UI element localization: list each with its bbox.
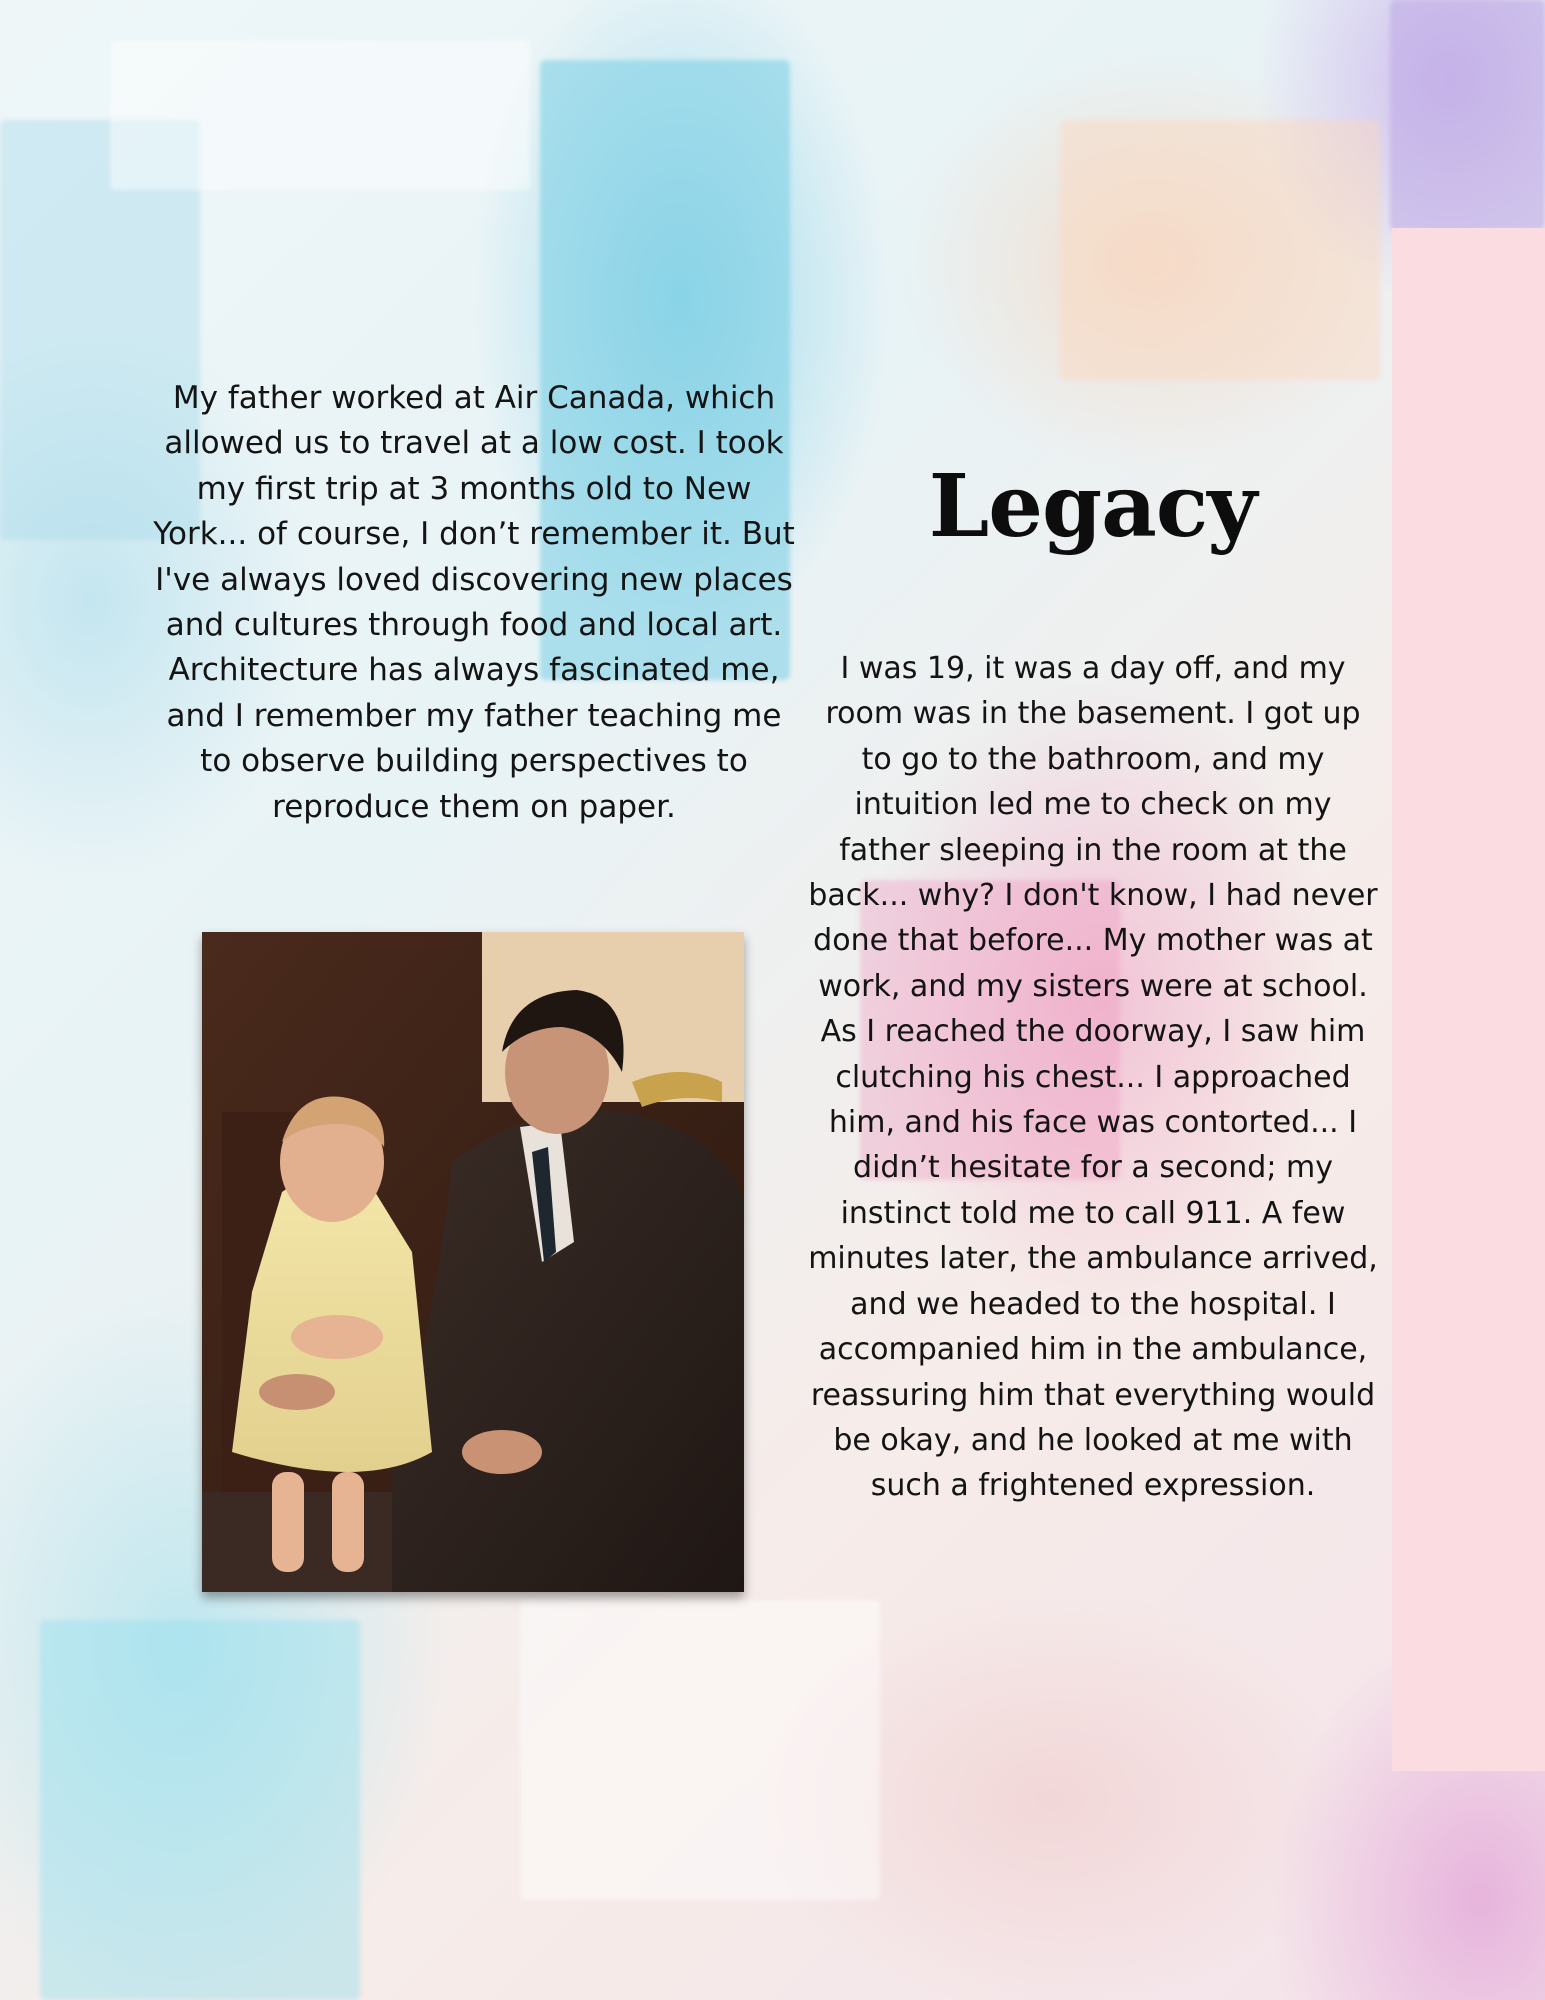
left-paragraph: My father worked at Air Canada, which allowed us to travel at a low cost. I took my first trip at 3 months old to New York... of course, I don’t remember it. But I've always loved discovering new places and cultures through food and local art. Architecture has always fascinated me, and I remember my father teaching me to observe building perspectives to reproduce them on paper.	[153, 380, 795, 825]
paint-stroke-white-lower	[520, 1600, 880, 1900]
paint-stroke-violet	[1390, 0, 1545, 230]
family-photo-illustration	[202, 932, 744, 1592]
side-panel	[1392, 228, 1545, 1771]
paint-stroke-aqua-lower	[40, 1620, 360, 2000]
paint-stroke-peach	[1060, 120, 1380, 380]
right-paragraph: I was 19, it was a day off, and my room was in the basement. I got up to go to the bathroom, and my intuition led me to check on my father sleeping in the room at the back... why? I don't know, I had never done that before... My mother was at work, and my sisters were at school. As I reached the doorway, I saw him clutching his chest... I approached him, and his face was contorted... I didn’t hesitate for a second; my instinct told me to call 911. A few minutes later, the ambulance arrived, and we headed to the hospital. I accompanied him in the ambulance, reassuring him that everything would be okay, and he looked at me with such a frightened expression.	[808, 651, 1378, 1504]
family-photo	[202, 932, 744, 1592]
page-title: Legacy	[928, 456, 1257, 557]
paint-stroke-white	[110, 40, 530, 190]
